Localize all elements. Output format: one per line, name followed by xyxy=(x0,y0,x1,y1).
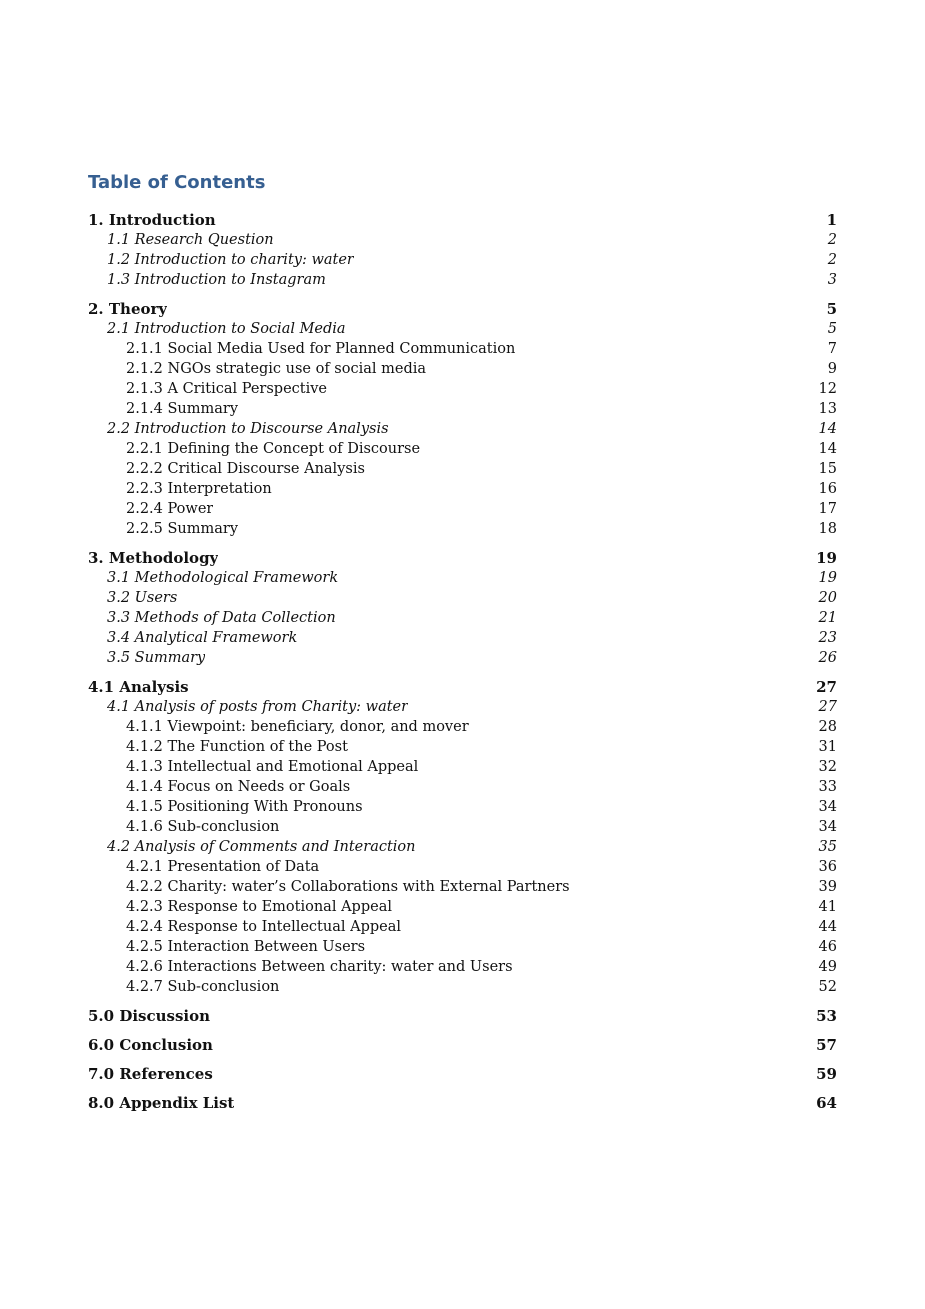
toc-entry-level-3[interactable] xyxy=(88,937,837,957)
toc-entry-page-number: 9 xyxy=(827,361,837,377)
toc-entry-level-1[interactable] xyxy=(88,1006,837,1026)
toc-entry-label: 3.1 Methodological Framework xyxy=(107,570,339,586)
toc-entry-page-number: 28 xyxy=(818,719,837,735)
toc-entry-page-number: 41 xyxy=(818,899,837,915)
toc-entry-level-3[interactable] xyxy=(88,737,837,757)
toc-entry-page-number: 26 xyxy=(818,650,837,666)
toc-entry-level-2[interactable] xyxy=(88,837,837,857)
toc-entry-level-1[interactable] xyxy=(88,299,837,319)
toc-entry-page-number: 14 xyxy=(818,441,837,457)
toc-entry-level-3[interactable] xyxy=(88,877,837,897)
toc-entry-level-3[interactable] xyxy=(88,379,837,399)
toc-entry-page-number: 32 xyxy=(818,759,837,775)
toc-entry-label: 2.2.3 Interpretation xyxy=(126,481,272,497)
toc-entry-page-number: 59 xyxy=(816,1065,837,1083)
toc-entry-level-3[interactable] xyxy=(88,757,837,777)
toc-entry-level-3[interactable] xyxy=(88,717,837,737)
toc-entry-page-number: 27 xyxy=(816,678,837,696)
toc-entry-page-number: 7 xyxy=(827,341,837,357)
toc-entry-page-number: 23 xyxy=(818,630,837,646)
toc-entry-level-3[interactable] xyxy=(88,459,837,479)
toc-entry-label: 7.0 References xyxy=(88,1065,213,1083)
toc-entry-level-2[interactable] xyxy=(88,588,837,608)
toc-entry-level-1[interactable] xyxy=(88,677,837,697)
toc-entry-label: 8.0 Appendix List xyxy=(88,1094,235,1112)
toc-entry-page-number: 46 xyxy=(818,939,837,955)
toc-entry-page-number: 5 xyxy=(826,300,837,318)
toc-entry-page-number: 12 xyxy=(818,381,837,397)
toc-entry-page-number: 34 xyxy=(818,819,837,835)
toc-entry-label: 4.2 Analysis of Comments and Interaction xyxy=(107,839,416,855)
toc-entry-label: 4.1.1 Viewpoint: beneficiary, donor, and mover xyxy=(126,719,469,735)
toc-entry-page-number: 36 xyxy=(818,859,837,875)
toc-entry-page-number: 31 xyxy=(818,739,837,755)
toc-entry-level-3[interactable] xyxy=(88,399,837,419)
toc-entry-page-number: 44 xyxy=(818,919,837,935)
toc-entry-page-number: 3 xyxy=(827,272,837,288)
toc-entry-level-3[interactable] xyxy=(88,917,837,937)
toc-entry-label: 3.3 Methods of Data Collection xyxy=(107,610,336,626)
toc-entry-level-2[interactable] xyxy=(88,697,837,717)
toc-entry-page-number: 15 xyxy=(818,461,837,477)
toc-entry-page-number: 49 xyxy=(818,959,837,975)
toc-entry-level-2[interactable] xyxy=(88,270,837,290)
toc-entry-page-number: 2 xyxy=(827,252,837,268)
toc-entry-label: 5.0 Discussion xyxy=(88,1007,211,1025)
toc-entry-level-3[interactable] xyxy=(88,957,837,977)
toc-entry-page-number: 16 xyxy=(818,481,837,497)
toc-entry-page-number: 1 xyxy=(826,211,837,229)
toc-entry-page-number: 39 xyxy=(818,879,837,895)
toc-entry-page-number: 20 xyxy=(818,590,837,606)
toc-entry-label: 2.2.5 Summary xyxy=(126,521,239,537)
toc-entry-level-1[interactable] xyxy=(88,1035,837,1055)
toc-entry-level-1[interactable] xyxy=(88,1093,837,1113)
toc-entry-label: 4.2.3 Response to Emotional Appeal xyxy=(126,899,392,915)
toc-entry-label: 4.1.4 Focus on Needs or Goals xyxy=(126,779,351,795)
toc-entry-page-number: 53 xyxy=(816,1007,837,1025)
toc-entry-label: 4.2.1 Presentation of Data xyxy=(126,859,320,875)
toc-entry-label: 4.2.4 Response to Intellectual Appeal xyxy=(126,919,401,935)
toc-entry-level-3[interactable] xyxy=(88,977,837,997)
toc-entry-level-3[interactable] xyxy=(88,519,837,539)
toc-entry-level-1[interactable] xyxy=(88,210,837,230)
toc-entry-page-number: 18 xyxy=(818,521,837,537)
toc-entry-label: 2.1.3 A Critical Perspective xyxy=(126,381,328,397)
toc-entry-label: 4.1.2 The Function of the Post xyxy=(126,739,348,755)
toc-entry-level-3[interactable] xyxy=(88,479,837,499)
toc-entry-level-2[interactable] xyxy=(88,608,837,628)
toc-entry-page-number: 35 xyxy=(818,839,837,855)
toc-entry-label: 3. Methodology xyxy=(88,549,219,567)
toc-entry-label: 4.2.7 Sub-conclusion xyxy=(126,979,280,995)
toc-entry-level-2[interactable] xyxy=(88,628,837,648)
toc-entry-level-3[interactable] xyxy=(88,359,837,379)
toc-entry-page-number: 19 xyxy=(816,549,837,567)
toc-entry-label: 3.2 Users xyxy=(107,590,178,606)
toc-entry-label: 6.0 Conclusion xyxy=(88,1036,213,1054)
toc-entry-level-3[interactable] xyxy=(88,817,837,837)
toc-entry-level-1[interactable] xyxy=(88,1064,837,1084)
toc-entry-label: 3.4 Analytical Framework xyxy=(107,630,298,646)
toc-entry-label: 2.2.2 Critical Discourse Analysis xyxy=(126,461,365,477)
toc-entry-label: 2.2 Introduction to Discourse Analysis xyxy=(107,421,389,437)
toc-entry-level-2[interactable] xyxy=(88,250,837,270)
toc-entry-label: 2.1.2 NGOs strategic use of social media xyxy=(126,361,427,377)
toc-entry-page-number: 33 xyxy=(818,779,837,795)
toc-entry-label: 2.1.4 Summary xyxy=(126,401,239,417)
toc-entry-level-2[interactable] xyxy=(88,648,837,668)
toc-entry-label: 2.2.1 Defining the Concept of Discourse xyxy=(126,441,421,457)
toc-entry-page-number: 57 xyxy=(816,1036,837,1054)
toc-entry-page-number: 19 xyxy=(818,570,837,586)
toc-entry-level-2[interactable] xyxy=(88,568,837,588)
toc-entry-label: 4.1.5 Positioning With Pronouns xyxy=(126,799,363,815)
toc-entry-label: 2.2.4 Power xyxy=(126,501,214,517)
toc-entry-level-2[interactable] xyxy=(88,419,837,439)
toc-entry-label: 2.1 Introduction to Social Media xyxy=(107,321,346,337)
toc-entry-label: 4.2.2 Charity: water’s Collaborations with External Partners xyxy=(126,879,570,895)
toc-entry-page-number: 27 xyxy=(818,699,837,715)
toc-entry-level-3[interactable] xyxy=(88,439,837,459)
toc-entry-label: 1.1 Research Question xyxy=(107,232,274,248)
toc-entry-label: 4.1.6 Sub-conclusion xyxy=(126,819,280,835)
toc-entry-label: 3.5 Summary xyxy=(107,650,206,666)
toc-entry-label: 4.2.6 Interactions Between charity: water and Users xyxy=(126,959,513,975)
toc-entry-label: 4.1 Analysis xyxy=(88,678,189,696)
toc-entry-label: 4.2.5 Interaction Between Users xyxy=(126,939,366,955)
toc-entry-page-number: 2 xyxy=(827,232,837,248)
toc-entry-level-2[interactable] xyxy=(88,319,837,339)
page-title: Table of Contents xyxy=(88,172,266,193)
toc-entry-page-number: 17 xyxy=(818,501,837,517)
toc-entry-level-3[interactable] xyxy=(88,339,837,359)
toc-entry-label: 1. Introduction xyxy=(88,211,216,229)
toc-entry-level-2[interactable] xyxy=(88,230,837,250)
toc-entry-label: 2. Theory xyxy=(88,300,168,318)
toc-entry-page-number: 21 xyxy=(818,610,837,626)
toc-entry-level-3[interactable] xyxy=(88,777,837,797)
toc-entry-label: 2.1.1 Social Media Used for Planned Communication xyxy=(126,341,516,357)
toc-entry-label: 4.1 Analysis of posts from Charity: water xyxy=(107,699,409,715)
toc-entry-level-3[interactable] xyxy=(88,797,837,817)
toc-entry-label: 1.3 Introduction to Instagram xyxy=(107,272,326,288)
toc-entry-level-3[interactable] xyxy=(88,499,837,519)
toc-entry-label: 1.2 Introduction to charity: water xyxy=(107,252,354,268)
toc-entry-level-3[interactable] xyxy=(88,857,837,877)
toc-entry-page-number: 52 xyxy=(818,979,837,995)
toc-entry-page-number: 34 xyxy=(818,799,837,815)
toc-entry-label: 4.1.3 Intellectual and Emotional Appeal xyxy=(126,759,419,775)
table-of-contents xyxy=(88,210,837,1113)
toc-entry-level-3[interactable] xyxy=(88,897,837,917)
toc-entry-page-number: 13 xyxy=(818,401,837,417)
toc-entry-page-number: 14 xyxy=(818,421,837,437)
toc-entry-page-number: 64 xyxy=(816,1094,837,1112)
toc-entry-page-number: 5 xyxy=(827,321,837,337)
toc-entry-level-1[interactable] xyxy=(88,548,837,568)
